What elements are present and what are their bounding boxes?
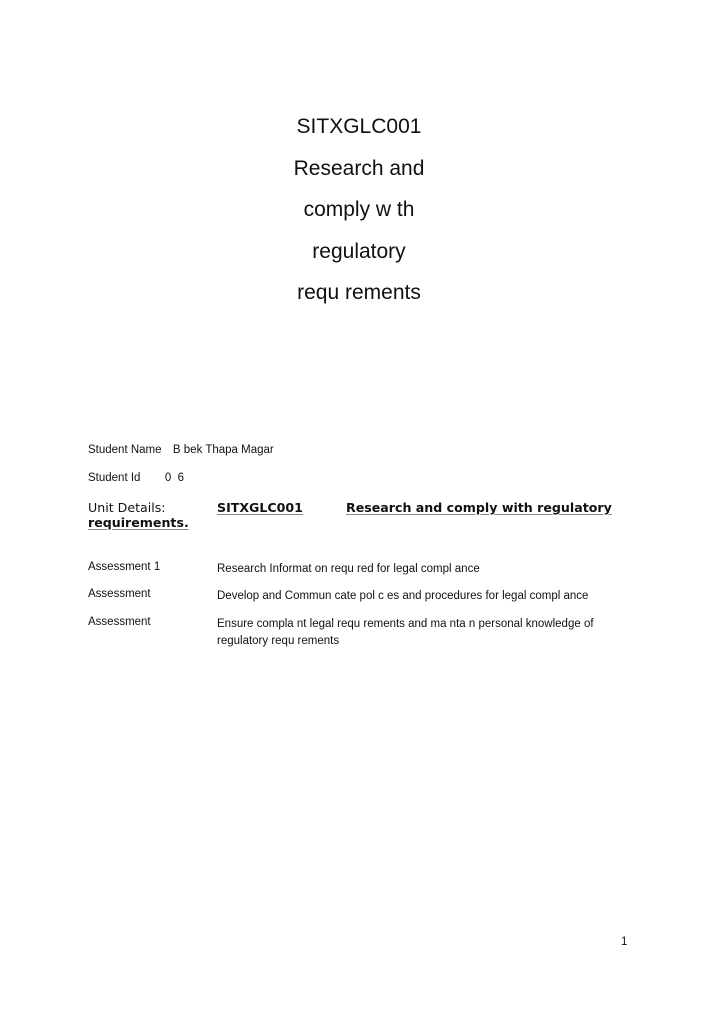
assessment-label: Assessment [88, 616, 151, 628]
student-id-row [88, 472, 184, 484]
unit-code: SITXGLC001 [217, 500, 303, 515]
student-name-label: Student Name [88, 444, 162, 456]
unit-title-continued: requirements. [88, 515, 189, 530]
assessment-label: Assessment [88, 588, 151, 600]
document-title [0, 106, 714, 314]
student-name-row [88, 444, 274, 456]
student-id-label: Student Id [88, 472, 141, 484]
title-line-3: comply w th [303, 198, 415, 221]
student-id-value: 0 6 [164, 472, 185, 484]
unit-title: Research and comply with regulatory [346, 500, 612, 515]
title-line-4: regulatory [312, 239, 406, 263]
student-name-value: B bek Thapa Magar [172, 444, 274, 456]
title-line-5: requ rements [297, 281, 421, 304]
assessment-label: Assessment 1 [88, 561, 161, 573]
title-line-2: Research and [293, 156, 425, 180]
assessment-description: Ensure compla nt legal requ rements and ma nta n personal knowledge of regulatory requ rements [217, 618, 594, 647]
assessment-description: Research Informat on requ red for legal compl ance [217, 563, 480, 575]
title-line-1: SITXGLC001 [296, 115, 422, 138]
page-number: 1 [621, 936, 628, 948]
unit-details-label: Unit Details: [88, 500, 166, 515]
assessment-description: Develop and Commun cate pol c es and procedures for legal compl ance [217, 590, 589, 602]
